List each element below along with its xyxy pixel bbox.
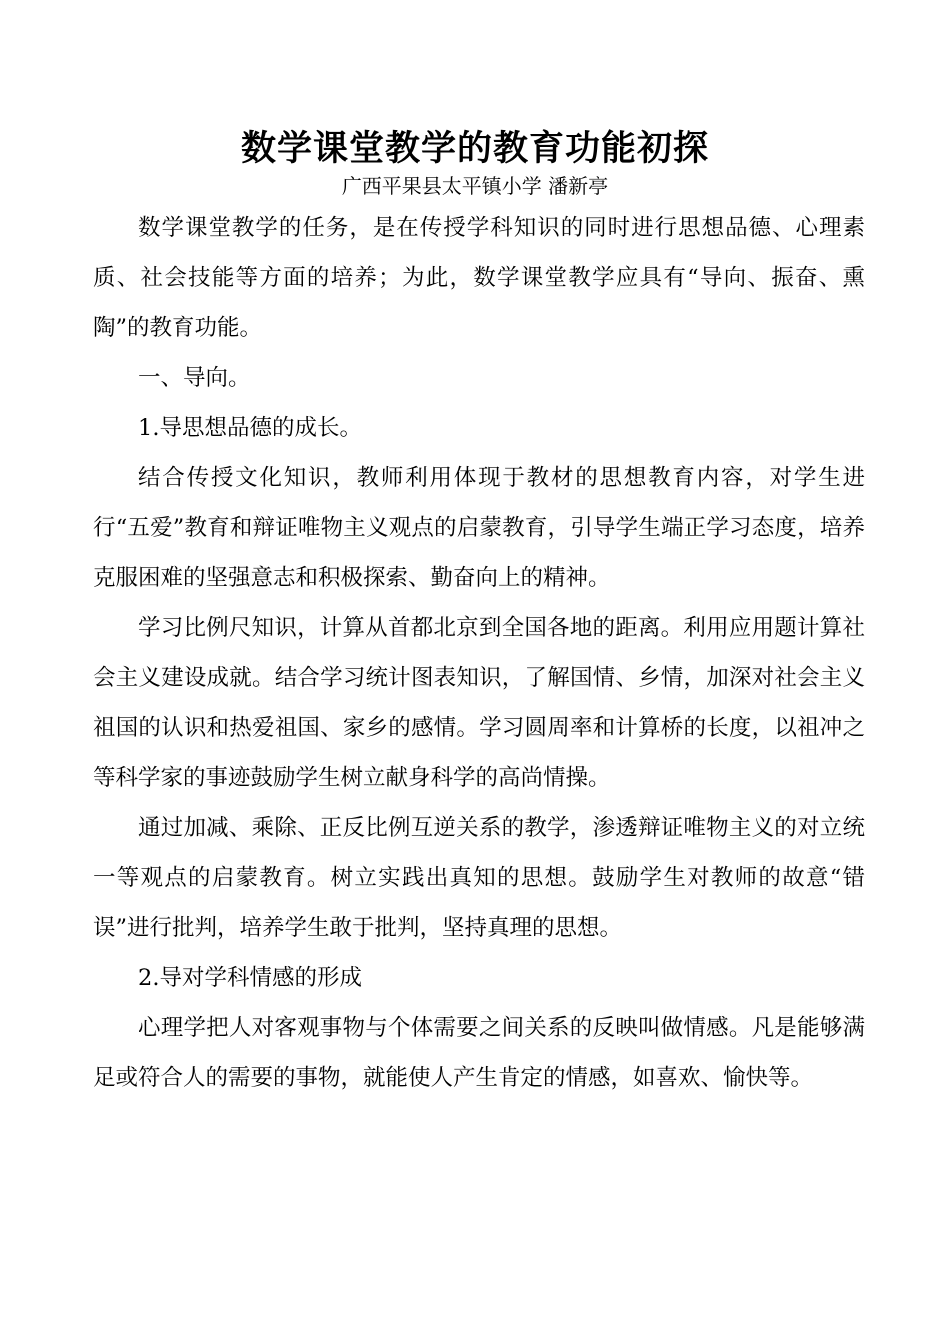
paragraph: 学习比例尺知识，计算从首都北京到全国各地的距离。利用应用题计算社会主义建设成就。结合学习统计图表知识，了解国情、乡情，加深对社会主义祖国的认识和热爱祖国、家乡的感情。学习圆周率和计算桥的长度，以祖冲之等科学家的事迹鼓励学生树立献身科学的高尚情操。 — [93, 615, 865, 791]
subsection-heading: 1.导思想品德的成长。 — [138, 415, 362, 441]
paragraph-intro: 数学课堂教学的任务，是在传授学科知识的同时进行思想品德、心理素质、社会技能等方面的培养；为此，数学课堂教学应具有“导向、振奋、熏陶”的教育功能。 — [93, 215, 865, 341]
subsection-heading: 2.导对学科情感的形成 — [138, 965, 362, 991]
paragraph: 心理学把人对客观事物与个体需要之间关系的反映叫做情感。凡是能够满足或符合人的需要的事物，就能使人产生肯定的情感，如喜欢、愉快等。 — [93, 1015, 865, 1091]
section-heading: 一、导向。 — [138, 365, 251, 391]
author-line: 广西平果县太平镇小学 潘新亭 — [341, 174, 609, 198]
paragraph: 通过加减、乘除、正反比例互逆关系的教学，渗透辩证唯物主义的对立统一等观点的启蒙教育。树立实践出真知的思想。鼓励学生对教师的故意“错误”进行批判，培养学生敢于批判，坚持真理的思想。 — [93, 815, 865, 941]
document-title: 数学课堂教学的教育功能初探 — [240, 128, 709, 169]
paragraph: 结合传授文化知识，教师利用体现于教材的思想教育内容，对学生进行“五爱”教育和辩证唯物主义观点的启蒙教育，引导学生端正学习态度，培养克服困难的坚强意志和积极探索、勤奋向上的精神。 — [93, 465, 865, 591]
document-body — [93, 203, 865, 1103]
